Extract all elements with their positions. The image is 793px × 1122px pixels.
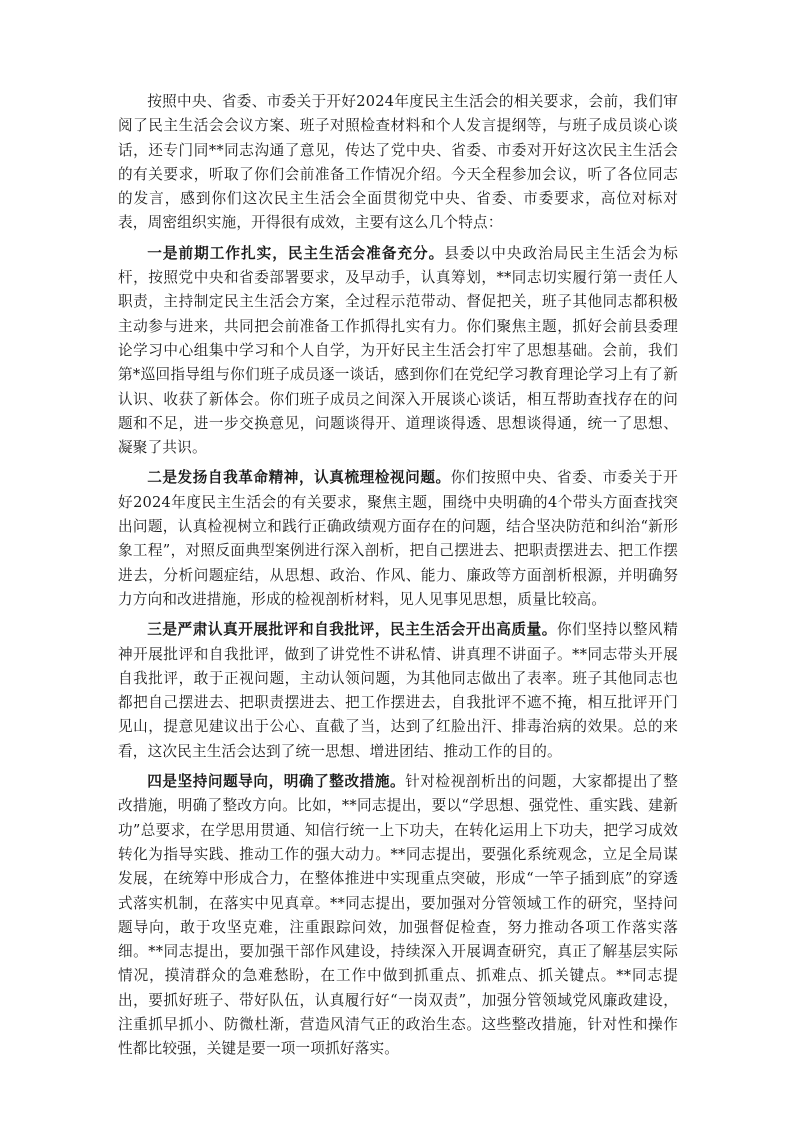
paragraph-body: 针对检视剖析出的问题，大家都提出了整改措施，明确了整改方向。比如，**同志提出，要以“学思想、强党性、重实践、建新功”总要求，在学思用贯通、知信行统一上下功夫，在转化运用上下功夫，把学习成效转化为指导实践、推动工作的强大动力。**同志提出，要强化系统观念，立足全局谋发展，在统筹中形成合力，在整体推进中实现重点突破，形成“一竿子插到底”的穿透式落实机制，在落实中见真章。**同志提出，要加强对分管领域工作的研究，坚持问题导向，敢于攻坚克难，注重跟踪问效，加强督促检查，努力推动各项工作落实落细。**同志提出，要加强干部作风建设，持续深入开展调查研究，真正了解基层实际情况，摸清群众的急难愁盼，在工作中做到抓重点、抓难点、抓关键点。**同志提出，要抓好班子、带好队伍，认真履行好“一岗双责”，加强分管领域党风廉政建设，注重抓早抓小、防微杜渐，营造风清气正的政治生态。这些整改措施，针对性和操作性都比较强，关键是要一项一项抓好落实。 <box>118 773 679 1058</box>
paragraph-lead: 三是严肃认真开展批评和自我批评，民主生活会开出高质量。 <box>147 621 557 639</box>
paragraph-lead: 二是发扬自我革命精神，认真梳理检视问题。 <box>147 469 451 487</box>
point-one-paragraph <box>118 242 678 461</box>
paragraph-body: 按照中央、省委、市委关于开好2024年度民主生活会的相关要求，会前，我们审阅了民主生活会会议方案、班子对照检查材料和个人发言提纲等，与班子成员谈心谈话，还专门同**同志沟通了意见，传达了党中央、省委、市委对开好这次民主生活会的有关要求，听取了你们会前准备工作情况介绍。今天全程参加会议，听了各位同志的发言，感到你们这次民主生活会全面贯彻党中央、省委、市委要求，高位对标对表，周密组织实施，开得很有成效，主要有这么几个特点： <box>118 93 678 232</box>
point-three-paragraph <box>118 618 678 764</box>
paragraph-lead: 四是坚持问题导向，明确了整改措施。 <box>147 773 406 791</box>
document-page <box>118 90 678 1068</box>
intro-paragraph <box>118 90 678 236</box>
paragraph-body: 你们按照中央、省委、市委关于开好2024年度民主生活会的有关要求，聚焦主题，围绕中央明确的4个带头方面查找突出问题，认真检视树立和践行正确政绩观方面存在的问题，结合坚决防范和纠治“新形象工程”，对照反面典型案例进行深入剖析，把自己摆进去、把职责摆进去、把工作摆进去，分析问题症结，从思想、政治、作风、能力、廉政等方面剖析根源，并明确努力方向和改进措施，形成的检视剖析材料，见人见事见思想，质量比较高。 <box>118 469 678 608</box>
paragraph-body: 县委以中央政治局民主生活会为标杆，按照党中央和省委部署要求，及早动手，认真筹划，**同志切实履行第一责任人职责，主持制定民主生活会方案，全过程示范带动、督促把关，班子其他同志都积极主动参与进来，共同把会前准备工作抓得扎实有力。你们聚焦主题，抓好会前县委理论学习中心组集中学习和个人自学，为开好民主生活会打牢了思想基础。会前，我们第*巡回指导组与你们班子成员逐一谈话，感到你们在党纪学习教育理论学习上有了新认识、收获了新体会。你们班子成员之间深入开展谈心谈话，相互帮助查找存在的问题和不足，进一步交换意见，问题谈得开、道理谈得透、思想谈得通，统一了思想、凝聚了共识。 <box>118 244 678 457</box>
paragraph-lead: 一是前期工作扎实，民主生活会准备充分。 <box>147 244 445 262</box>
point-two-paragraph <box>118 466 678 612</box>
point-four-paragraph <box>118 770 678 1062</box>
paragraph-body: 你们坚持以整风精神开展批评和自我批评，做到了讲党性不讲私情、讲真理不讲面子。**同志带头开展自我批评，敢于正视问题，主动认领问题，为其他同志做出了表率。班子其他同志也都把自己摆进去、把职责摆进去、把工作摆进去，自我批评不遮不掩，相互批评开门见山，提意见建议出于公心、直截了当，达到了红脸出汗、排毒治病的效果。总的来看，这次民主生活会达到了统一思想、增进团结、推动工作的目的。 <box>118 621 678 760</box>
